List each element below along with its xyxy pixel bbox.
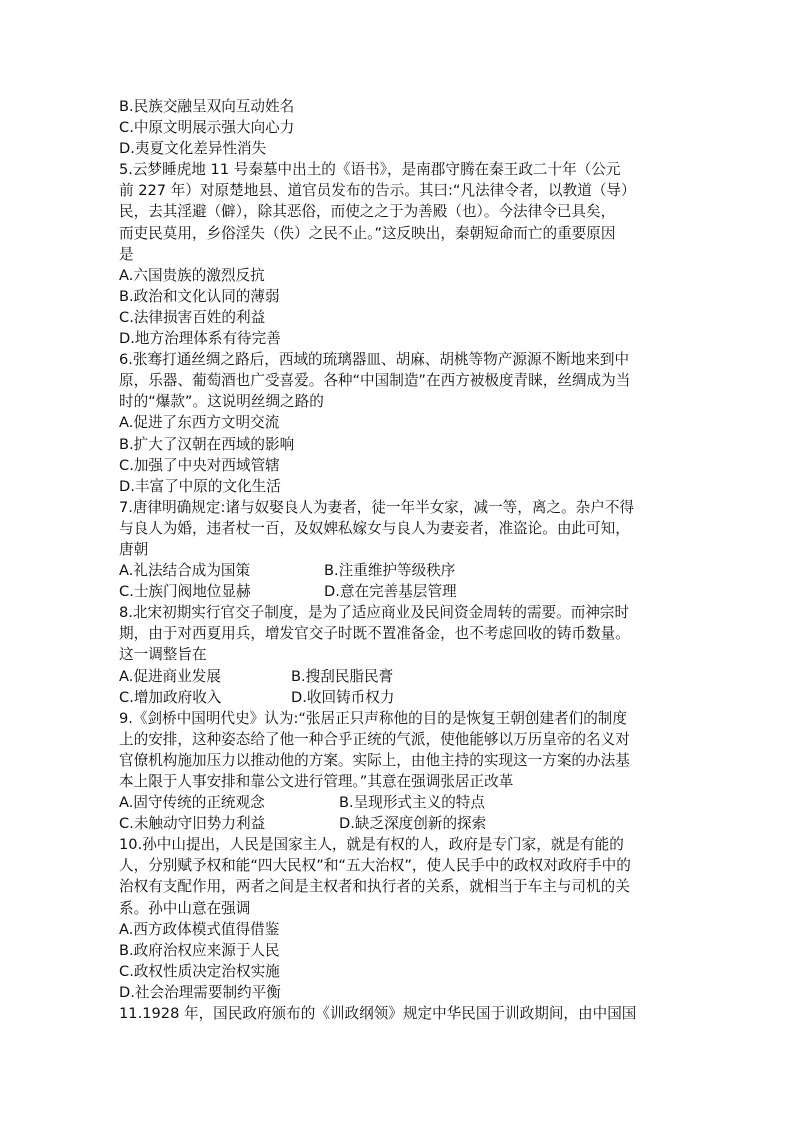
option-d: D.社会治理需要制约平衡 xyxy=(119,983,281,1001)
question-stem-line: 治权有支配作用，两者之间是主权者和执行者的关系，就相当于车主与司机的关 xyxy=(119,878,630,896)
question-stem-line: 这一调整旨在 xyxy=(119,646,207,664)
question-stem-line: 上的安排，这种姿态给了他一种合乎正统的气派，使他能够以万历皇帝的名义对 xyxy=(119,730,630,748)
question-stem-line: 而吏民莫用，乡俗淫失（佚）之民不止。”这反映出，秦朝短命而亡的重要原因 xyxy=(119,224,616,242)
question-stem-line: 唐朝 xyxy=(119,540,149,558)
question-stem-line: 11.1928 年，国民政府颁布的《训政纲领》规定中华民国于训政期间，由中国国 xyxy=(119,1005,637,1023)
question-stem-line: 7.唐律明确规定:诸与奴娶良人为妻者，徒一年半女家，减一等，离之。杂户不得 xyxy=(119,498,635,516)
question-10 xyxy=(119,834,685,1003)
option-row xyxy=(119,687,685,708)
option-a: A.礼法结合成为国策 xyxy=(119,562,251,580)
option-b: B.呈现形式主义的特点 xyxy=(339,794,485,812)
question-11 xyxy=(119,1003,685,1024)
question-stem-line: 系。孙中山意在强调 xyxy=(119,899,251,917)
option-b: B.政治和文化认同的薄弱 xyxy=(119,287,280,305)
option-d: D.收回铸币权力 xyxy=(291,688,395,706)
question-stem-line: 5.云梦睡虎地 11 号秦墓中出土的《语书》，是南郡守腾在秦王政二十年（公元 xyxy=(119,161,621,179)
question-stem-line: 与良人为婚，违者杖一百，及奴婢私嫁女与良人为妻妾者，准盗论。由此可知， xyxy=(119,519,630,537)
question-4-options-tail xyxy=(119,96,685,159)
option-b: B.民族交融呈双向互动姓名 xyxy=(119,98,295,115)
option-row xyxy=(119,581,685,602)
option-d: D.夷夏文化差异性消失 xyxy=(119,140,267,158)
question-stem-line: 官僚机构施加压力以推动他的方案。实际上，由他主持的实现这一方案的办法基 xyxy=(119,751,630,769)
document-page xyxy=(119,96,685,1024)
option-row xyxy=(119,813,685,834)
option-row xyxy=(119,560,685,581)
option-d: D.意在完善基层管理 xyxy=(324,583,457,601)
question-stem-line: 6.张骞打通丝绸之路后，西域的琉璃器皿、胡麻、胡桃等物产源源不断地来到中 xyxy=(119,351,630,369)
question-9 xyxy=(119,708,685,835)
option-row xyxy=(119,792,685,813)
question-stem-line: 9.《剑桥中国明代史》认为:“张居正只声称他的目的是恢复王朝创建者们的制度 xyxy=(119,709,627,727)
option-b: B.政府治权应来源于人民 xyxy=(119,941,280,959)
question-stem-line: 期，由于对西夏用兵，增发官交子时既不置准备金，也不考虑回收的铸币数量。 xyxy=(119,625,630,643)
option-c: C.加强了中央对西域管辖 xyxy=(119,456,280,474)
option-d: D.丰富了中原的文化生活 xyxy=(119,477,281,495)
option-d: D.缺乏深度创新的探索 xyxy=(339,815,487,833)
option-row xyxy=(119,666,685,687)
question-stem-line: 8.北宋初期实行官交子制度，是为了适应商业及民间资金周转的需要。而神宗时 xyxy=(119,604,630,622)
question-stem-line: 本上限于人事安排和靠公文进行管理。”其意在强调张居正改革 xyxy=(119,773,514,790)
question-stem-line: 时的“爆款”。这说明丝绸之路的 xyxy=(119,393,324,411)
question-stem-line: 10.孙中山提出，人民是国家主人，就是有权的人，政府是专门家，就是有能的 xyxy=(119,836,624,854)
option-a: A.西方政体模式值得借鉴 xyxy=(119,920,280,938)
option-b: B.搜刮民脂民膏 xyxy=(291,667,394,685)
question-7 xyxy=(119,497,685,602)
option-a: A.固守传统的正统观念 xyxy=(119,794,265,812)
question-stem-line: 是 xyxy=(119,245,134,263)
option-a: A.促进了东西方文明交流 xyxy=(119,414,280,432)
question-6 xyxy=(119,349,685,497)
question-8 xyxy=(119,602,685,707)
option-d: D.地方治理体系有待完善 xyxy=(119,330,281,348)
option-c: C.法律损害百姓的利益 xyxy=(119,308,266,326)
option-c: C.政权性质决定治权实施 xyxy=(119,962,280,980)
option-c: C.士族门阀地位显赫 xyxy=(119,583,251,601)
option-c: C.中原文明展示强大向心力 xyxy=(119,119,295,137)
question-stem-line: 前 227 年）对原楚地县、道官员发布的告示。其曰:“凡法律令者，以教道（导） xyxy=(119,182,636,200)
option-c: C.未触动守旧势力利益 xyxy=(119,815,266,833)
option-a: A.促进商业发展 xyxy=(119,667,221,685)
option-c: C.增加政府收入 xyxy=(119,688,222,706)
option-b: B.注重维护等级秩序 xyxy=(324,562,456,580)
option-a: A.六国贵族的激烈反抗 xyxy=(119,266,265,284)
question-stem-line: 人，分别赋予权和能“四大民权”和“五大治权”，使人民手中的政权对政府手中的 xyxy=(119,857,631,875)
question-stem-line: 原，乐器、葡萄酒也广受喜爱。各种“中国制造”在西方被极度青睐，丝绸成为当 xyxy=(119,372,631,390)
option-b: B.扩大了汉朝在西域的影响 xyxy=(119,435,295,453)
question-stem-line: 民，去其淫避（僻），除其恶俗，而使之之于为善殿（也）。今法律令已具矣， xyxy=(119,203,616,221)
question-5 xyxy=(119,159,685,349)
